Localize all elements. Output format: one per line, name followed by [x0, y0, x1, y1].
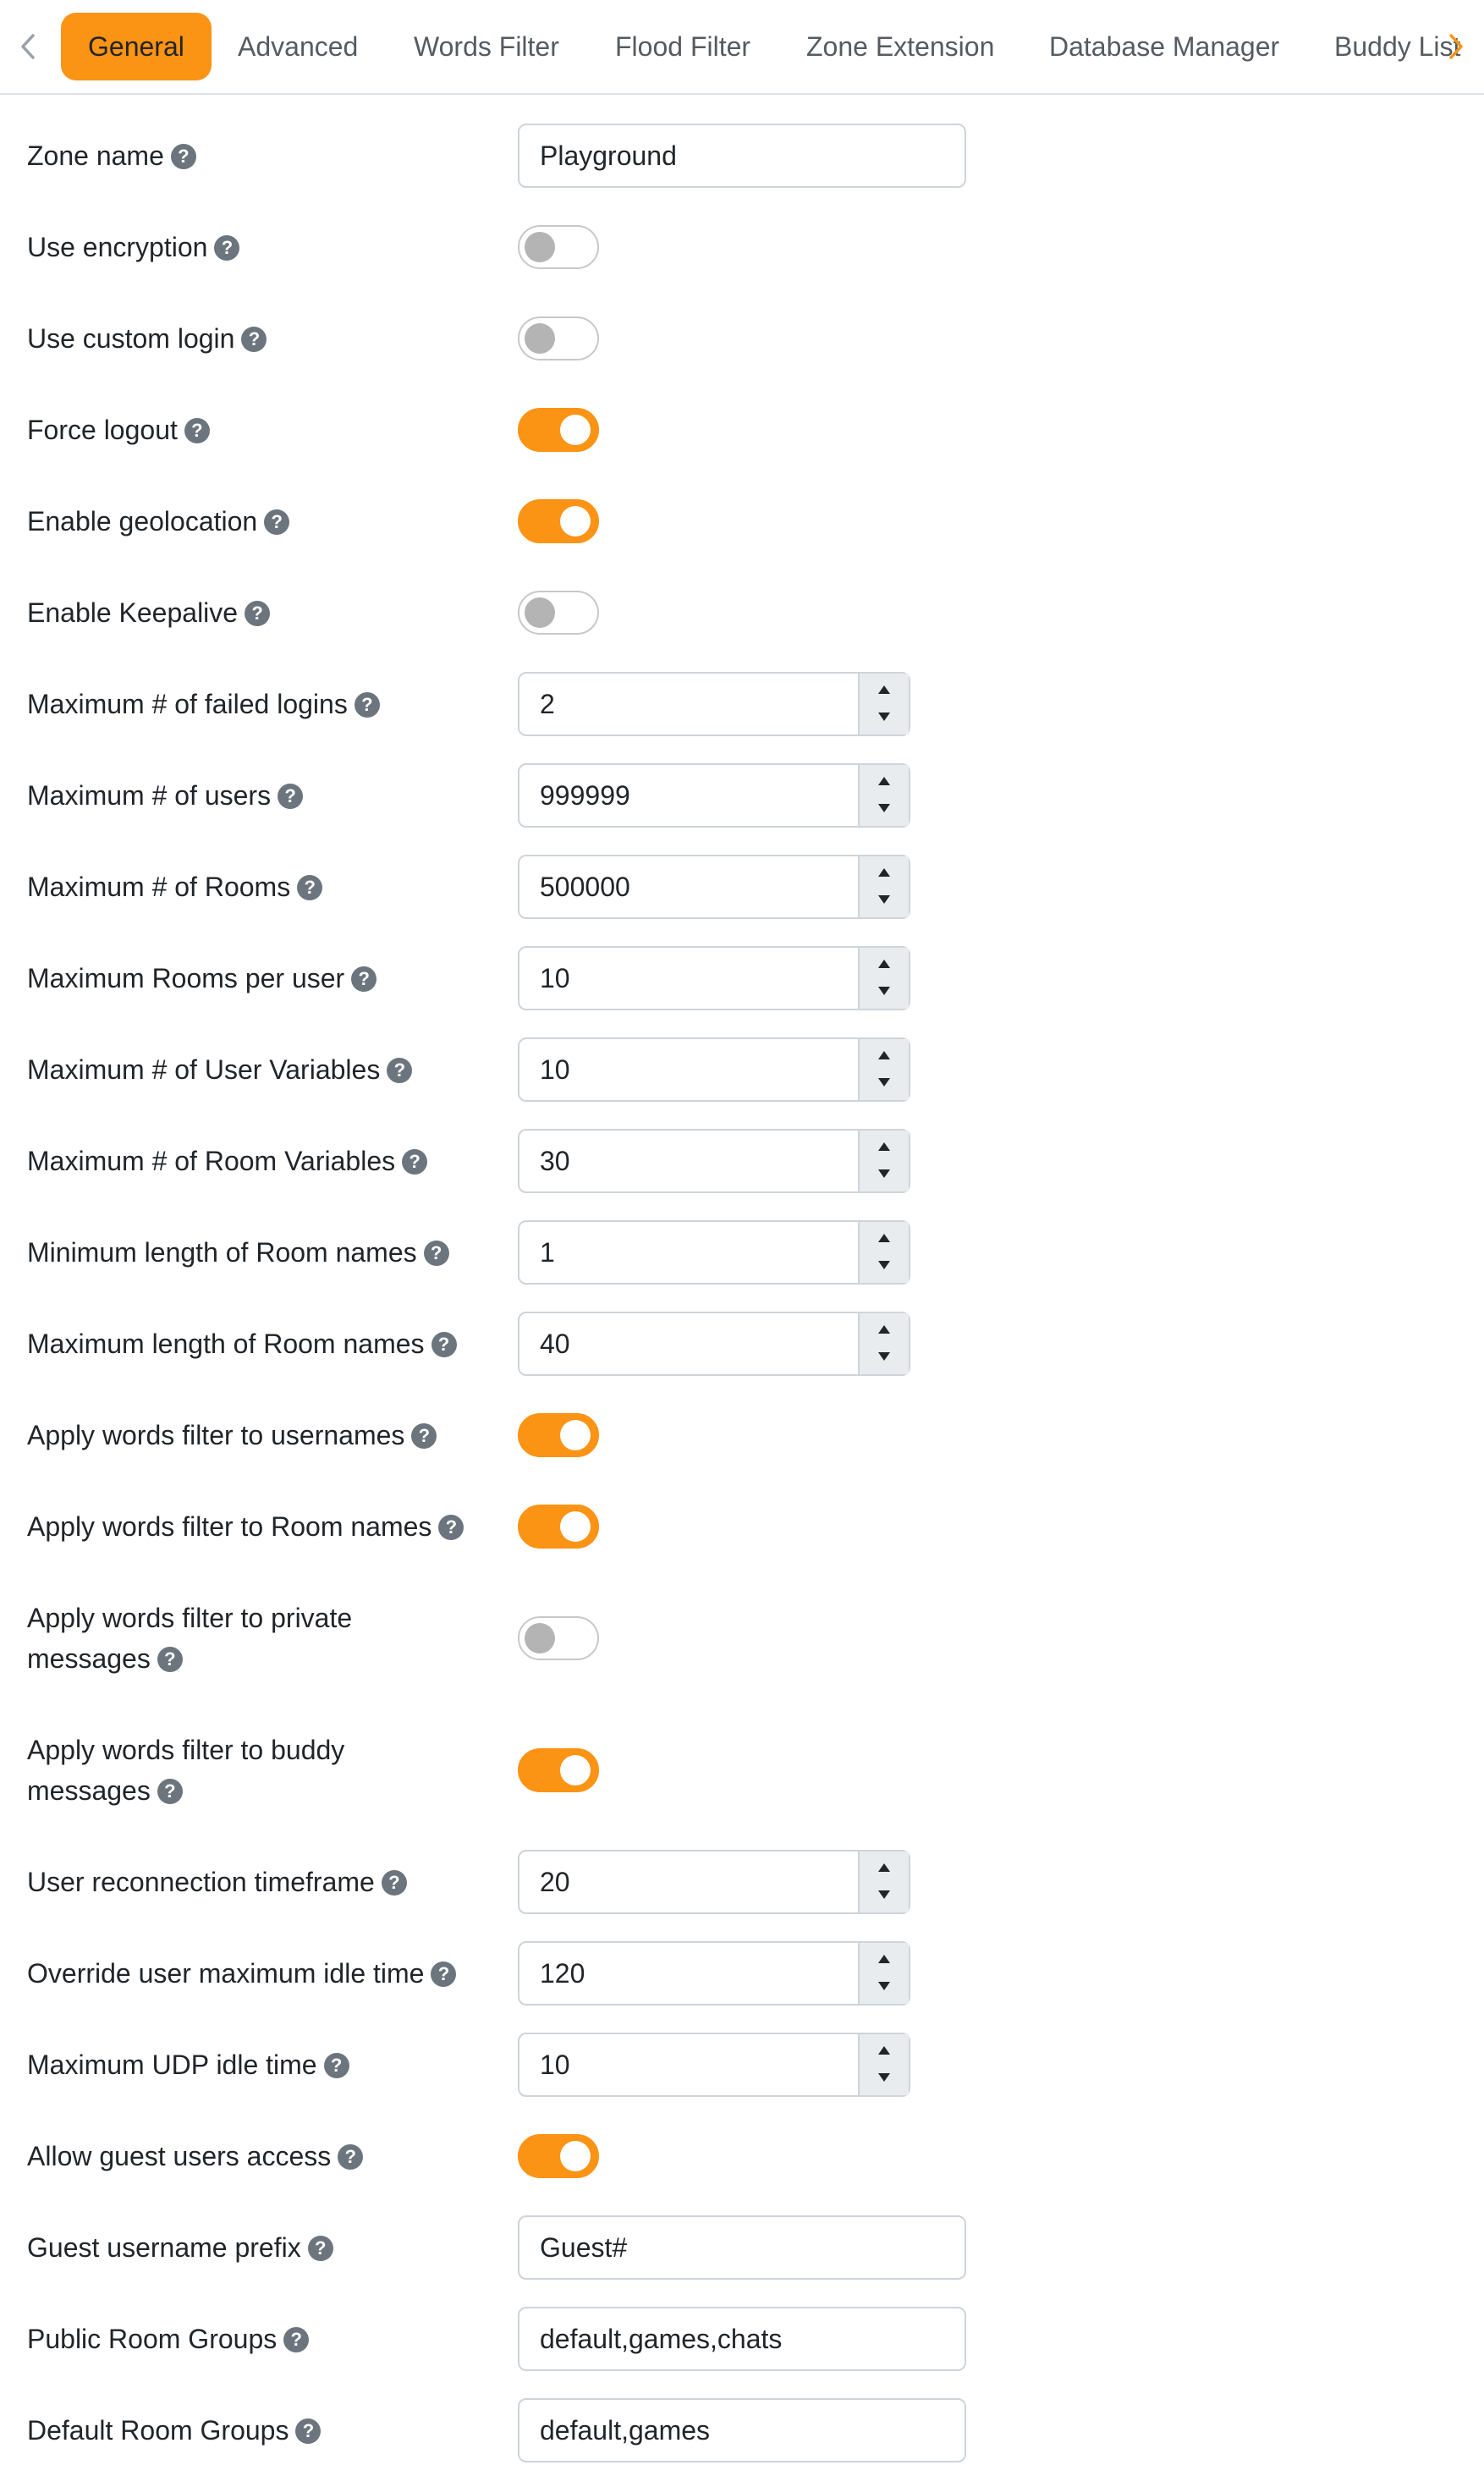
max-failed-logins-label-text: Maximum # of failed logins [27, 689, 348, 719]
use-custom-login-toggle[interactable] [518, 316, 599, 360]
enable-geolocation-label-text: Enable geolocation [27, 506, 258, 536]
stepper-up-button[interactable] [860, 2034, 909, 2065]
use-encryption-label-text: Use encryption [27, 232, 208, 262]
filter-room-names-label-text: Apply words filter to Room names [27, 1511, 432, 1542]
tabs-viewport [51, 0, 1461, 93]
tab-advanced[interactable]: Advanced [238, 31, 359, 62]
toggle-knob [525, 323, 555, 354]
filter-buddy-messages-label-cont [27, 1770, 183, 1811]
max-users-input[interactable] [518, 763, 910, 828]
chevron-left-icon [19, 32, 37, 61]
filter-private-messages-label-cont [27, 1638, 183, 1679]
stepper-up-button[interactable] [860, 1222, 909, 1252]
chevron-right-icon [1447, 32, 1465, 61]
min-room-name-length-input[interactable] [518, 1220, 910, 1285]
max-user-variables-input[interactable] [518, 1037, 910, 1102]
help-icon[interactable]: ? [278, 784, 303, 809]
help-icon[interactable]: ? [295, 2418, 321, 2444]
stepper-down-button[interactable] [860, 1973, 909, 2004]
filter-private-messages-toggle[interactable] [518, 1616, 599, 1660]
filter-buddy-messages-toggle[interactable] [518, 1748, 599, 1792]
stepper-down-button[interactable] [860, 978, 909, 1009]
override-idle-time-input[interactable] [518, 1941, 910, 2006]
reconnection-timeframe-label-text: User reconnection timeframe [27, 1867, 375, 1897]
enable-geolocation-toggle[interactable] [518, 499, 599, 543]
number-stepper [858, 765, 909, 826]
help-icon[interactable]: ? [283, 2327, 309, 2352]
number-stepper [858, 1222, 909, 1283]
stepper-down-button[interactable] [860, 2065, 909, 2095]
stepper-up-button[interactable] [860, 948, 909, 978]
toggle-knob [560, 1755, 591, 1785]
stepper-up-button[interactable] [860, 856, 909, 887]
stepper-up-button[interactable] [860, 674, 909, 704]
max-udp-idle-time-input[interactable] [518, 2033, 910, 2097]
override-idle-time-value: 120 [540, 1958, 585, 1989]
filter-buddy-messages-label [27, 1730, 344, 1770]
number-stepper [858, 1131, 909, 1191]
stepper-down-button[interactable] [860, 1882, 909, 1912]
help-icon[interactable]: ? [184, 418, 210, 443]
max-rooms-input[interactable] [518, 855, 910, 919]
max-rooms-per-user-value: 10 [540, 963, 570, 993]
help-icon[interactable]: ? [324, 2053, 349, 2078]
filter-usernames-toggle[interactable] [518, 1413, 599, 1457]
max-user-variables-value: 10 [540, 1054, 570, 1085]
stepper-down-button[interactable] [860, 1344, 909, 1374]
max-rooms-per-user-label [27, 958, 376, 999]
filter-buddy-messages-label-line1: Apply words filter to buddy [27, 1735, 345, 1765]
number-stepper [858, 2034, 909, 2095]
max-rooms-label [27, 867, 322, 907]
force-logout-label [27, 410, 210, 450]
max-failed-logins-input[interactable] [518, 672, 910, 736]
toggle-knob [560, 1420, 591, 1450]
help-icon[interactable]: ? [382, 1870, 407, 1896]
default-room-groups-label-text: Default Room Groups [27, 2415, 289, 2446]
tab-buddy-list[interactable]: Buddy List [1334, 31, 1461, 62]
toggle-knob [525, 232, 555, 262]
filter-buddy-messages-label-line2: messages [27, 1775, 151, 1806]
toggle-knob [560, 2141, 591, 2171]
stepper-up-button[interactable] [860, 1943, 909, 1973]
max-room-name-length-label [27, 1323, 457, 1364]
help-icon[interactable]: ? [402, 1149, 427, 1175]
override-idle-time-label-text: Override user maximum idle time [27, 1958, 425, 1989]
use-custom-login-label-text: Use custom login [27, 323, 235, 354]
default-room-groups-input[interactable] [518, 2398, 966, 2462]
allow-guest-access-toggle[interactable] [518, 2134, 599, 2178]
max-rooms-per-user-label-text: Maximum Rooms per user [27, 963, 345, 993]
stepper-down-button[interactable] [860, 1252, 909, 1283]
tab-general[interactable]: General [61, 13, 212, 80]
use-custom-login-label [27, 318, 267, 359]
enable-geolocation-label [27, 501, 289, 542]
enable-keepalive-toggle[interactable] [518, 591, 599, 635]
tab-database-manager[interactable]: Database Manager [1049, 31, 1280, 62]
filter-private-messages-label-line2: messages [27, 1643, 151, 1674]
tab-flood-filter[interactable]: Flood Filter [615, 31, 751, 62]
number-stepper [858, 1313, 909, 1374]
force-logout-label-text: Force logout [27, 415, 178, 445]
max-room-variables-input[interactable] [518, 1129, 910, 1193]
max-user-variables-label-text: Maximum # of User Variables [27, 1054, 381, 1085]
help-icon[interactable]: ? [387, 1058, 412, 1083]
filter-private-messages-label-line1: Apply words filter to private [27, 1603, 353, 1633]
tab-zone-extension[interactable]: Zone Extension [806, 31, 995, 62]
toggle-knob [560, 415, 591, 445]
filter-private-messages-label [27, 1598, 352, 1638]
default-room-groups-label [27, 2410, 321, 2451]
max-failed-logins-label [27, 684, 380, 724]
max-udp-idle-time-value: 10 [540, 2050, 570, 2080]
number-stepper [858, 1943, 909, 2004]
help-icon[interactable]: ? [297, 875, 322, 900]
number-stepper [858, 856, 909, 917]
help-icon[interactable]: ? [214, 235, 239, 261]
filter-usernames-label-text: Apply words filter to usernames [27, 1420, 405, 1450]
help-icon[interactable]: ? [338, 2144, 363, 2170]
zone-name-label [27, 135, 196, 176]
stepper-down-button[interactable] [860, 1161, 909, 1191]
max-room-variables-label [27, 1141, 427, 1181]
help-icon[interactable]: ? [411, 1423, 437, 1449]
filter-usernames-label [27, 1415, 437, 1455]
reconnection-timeframe-value: 20 [540, 1867, 570, 1897]
reconnection-timeframe-label [27, 1862, 407, 1902]
allow-guest-access-label-text: Allow guest users access [27, 2141, 332, 2171]
max-room-name-length-label-text: Maximum length of Room names [27, 1329, 425, 1359]
stepper-up-button[interactable] [860, 765, 909, 795]
max-room-name-length-value: 40 [540, 1329, 570, 1359]
toggle-knob [560, 506, 591, 536]
max-udp-idle-time-label [27, 2044, 349, 2085]
public-room-groups-label [27, 2319, 309, 2359]
max-rooms-per-user-input[interactable] [518, 946, 910, 1010]
min-room-name-length-label-text: Minimum length of Room names [27, 1237, 417, 1268]
help-icon[interactable]: ? [431, 1332, 457, 1357]
help-icon[interactable]: ? [438, 1515, 464, 1540]
help-icon[interactable]: ? [241, 327, 267, 352]
max-udp-idle-time-label-text: Maximum UDP idle time [27, 2050, 317, 2080]
force-logout-toggle[interactable] [518, 408, 599, 452]
guest-prefix-label-text: Guest username prefix [27, 2232, 301, 2263]
reconnection-timeframe-input[interactable] [518, 1850, 910, 1914]
max-rooms-label-text: Maximum # of Rooms [27, 872, 291, 902]
scroll-tabs-left-button[interactable] [7, 0, 49, 93]
max-users-label [27, 775, 303, 816]
stepper-up-button[interactable] [860, 1313, 909, 1344]
max-rooms-value: 500000 [540, 872, 630, 902]
stepper-down-button[interactable] [860, 887, 909, 917]
zone-name-input[interactable] [518, 124, 966, 188]
override-idle-time-label [27, 1953, 456, 1994]
max-user-variables-label [27, 1049, 412, 1090]
number-stepper [858, 948, 909, 1009]
number-stepper [858, 1039, 909, 1100]
help-icon[interactable]: ? [245, 601, 270, 626]
max-room-variables-label-text: Maximum # of Room Variables [27, 1146, 396, 1176]
max-users-value: 999999 [540, 780, 630, 811]
public-room-groups-label-text: Public Room Groups [27, 2324, 278, 2354]
max-room-variables-value: 30 [540, 1146, 570, 1176]
max-room-name-length-input[interactable] [518, 1312, 910, 1376]
stepper-up-button[interactable] [860, 1851, 909, 1882]
enable-keepalive-label-text: Enable Keepalive [27, 597, 239, 628]
filter-room-names-toggle[interactable] [518, 1505, 599, 1549]
help-icon[interactable]: ? [355, 692, 380, 718]
public-room-groups-input[interactable] [518, 2307, 966, 2371]
help-icon[interactable]: ? [351, 966, 376, 992]
allow-guest-access-label [27, 2136, 363, 2176]
toggle-knob [560, 1511, 591, 1542]
min-room-name-length-label [27, 1232, 449, 1273]
toggle-knob [525, 597, 555, 628]
guest-prefix-input[interactable] [518, 2215, 966, 2280]
help-icon[interactable]: ? [431, 1962, 456, 1987]
use-encryption-label [27, 227, 239, 267]
tab-words-filter[interactable]: Words Filter [414, 31, 559, 62]
help-icon[interactable]: ? [157, 1779, 183, 1804]
guest-prefix-label [27, 2227, 333, 2268]
stepper-down-button[interactable] [860, 1070, 909, 1100]
filter-room-names-label [27, 1506, 464, 1547]
help-icon[interactable]: ? [308, 2236, 333, 2261]
help-icon[interactable]: ? [264, 509, 289, 535]
toggle-knob [525, 1623, 555, 1653]
help-icon[interactable]: ? [424, 1241, 449, 1266]
tab-bar [0, 0, 1484, 95]
min-room-name-length-value: 1 [540, 1237, 555, 1268]
use-encryption-toggle[interactable] [518, 225, 599, 269]
scroll-tabs-right-button[interactable] [1435, 0, 1477, 93]
number-stepper [858, 1851, 909, 1912]
help-icon[interactable]: ? [157, 1647, 183, 1672]
zone-name-label-text: Zone name [27, 140, 164, 171]
max-failed-logins-value: 2 [540, 689, 555, 719]
help-icon[interactable]: ? [171, 144, 196, 169]
stepper-down-button[interactable] [860, 795, 909, 826]
enable-keepalive-label [27, 592, 270, 633]
number-stepper [858, 674, 909, 735]
stepper-up-button[interactable] [860, 1131, 909, 1161]
stepper-down-button[interactable] [860, 704, 909, 735]
max-users-label-text: Maximum # of users [27, 780, 272, 811]
stepper-up-button[interactable] [860, 1039, 909, 1070]
